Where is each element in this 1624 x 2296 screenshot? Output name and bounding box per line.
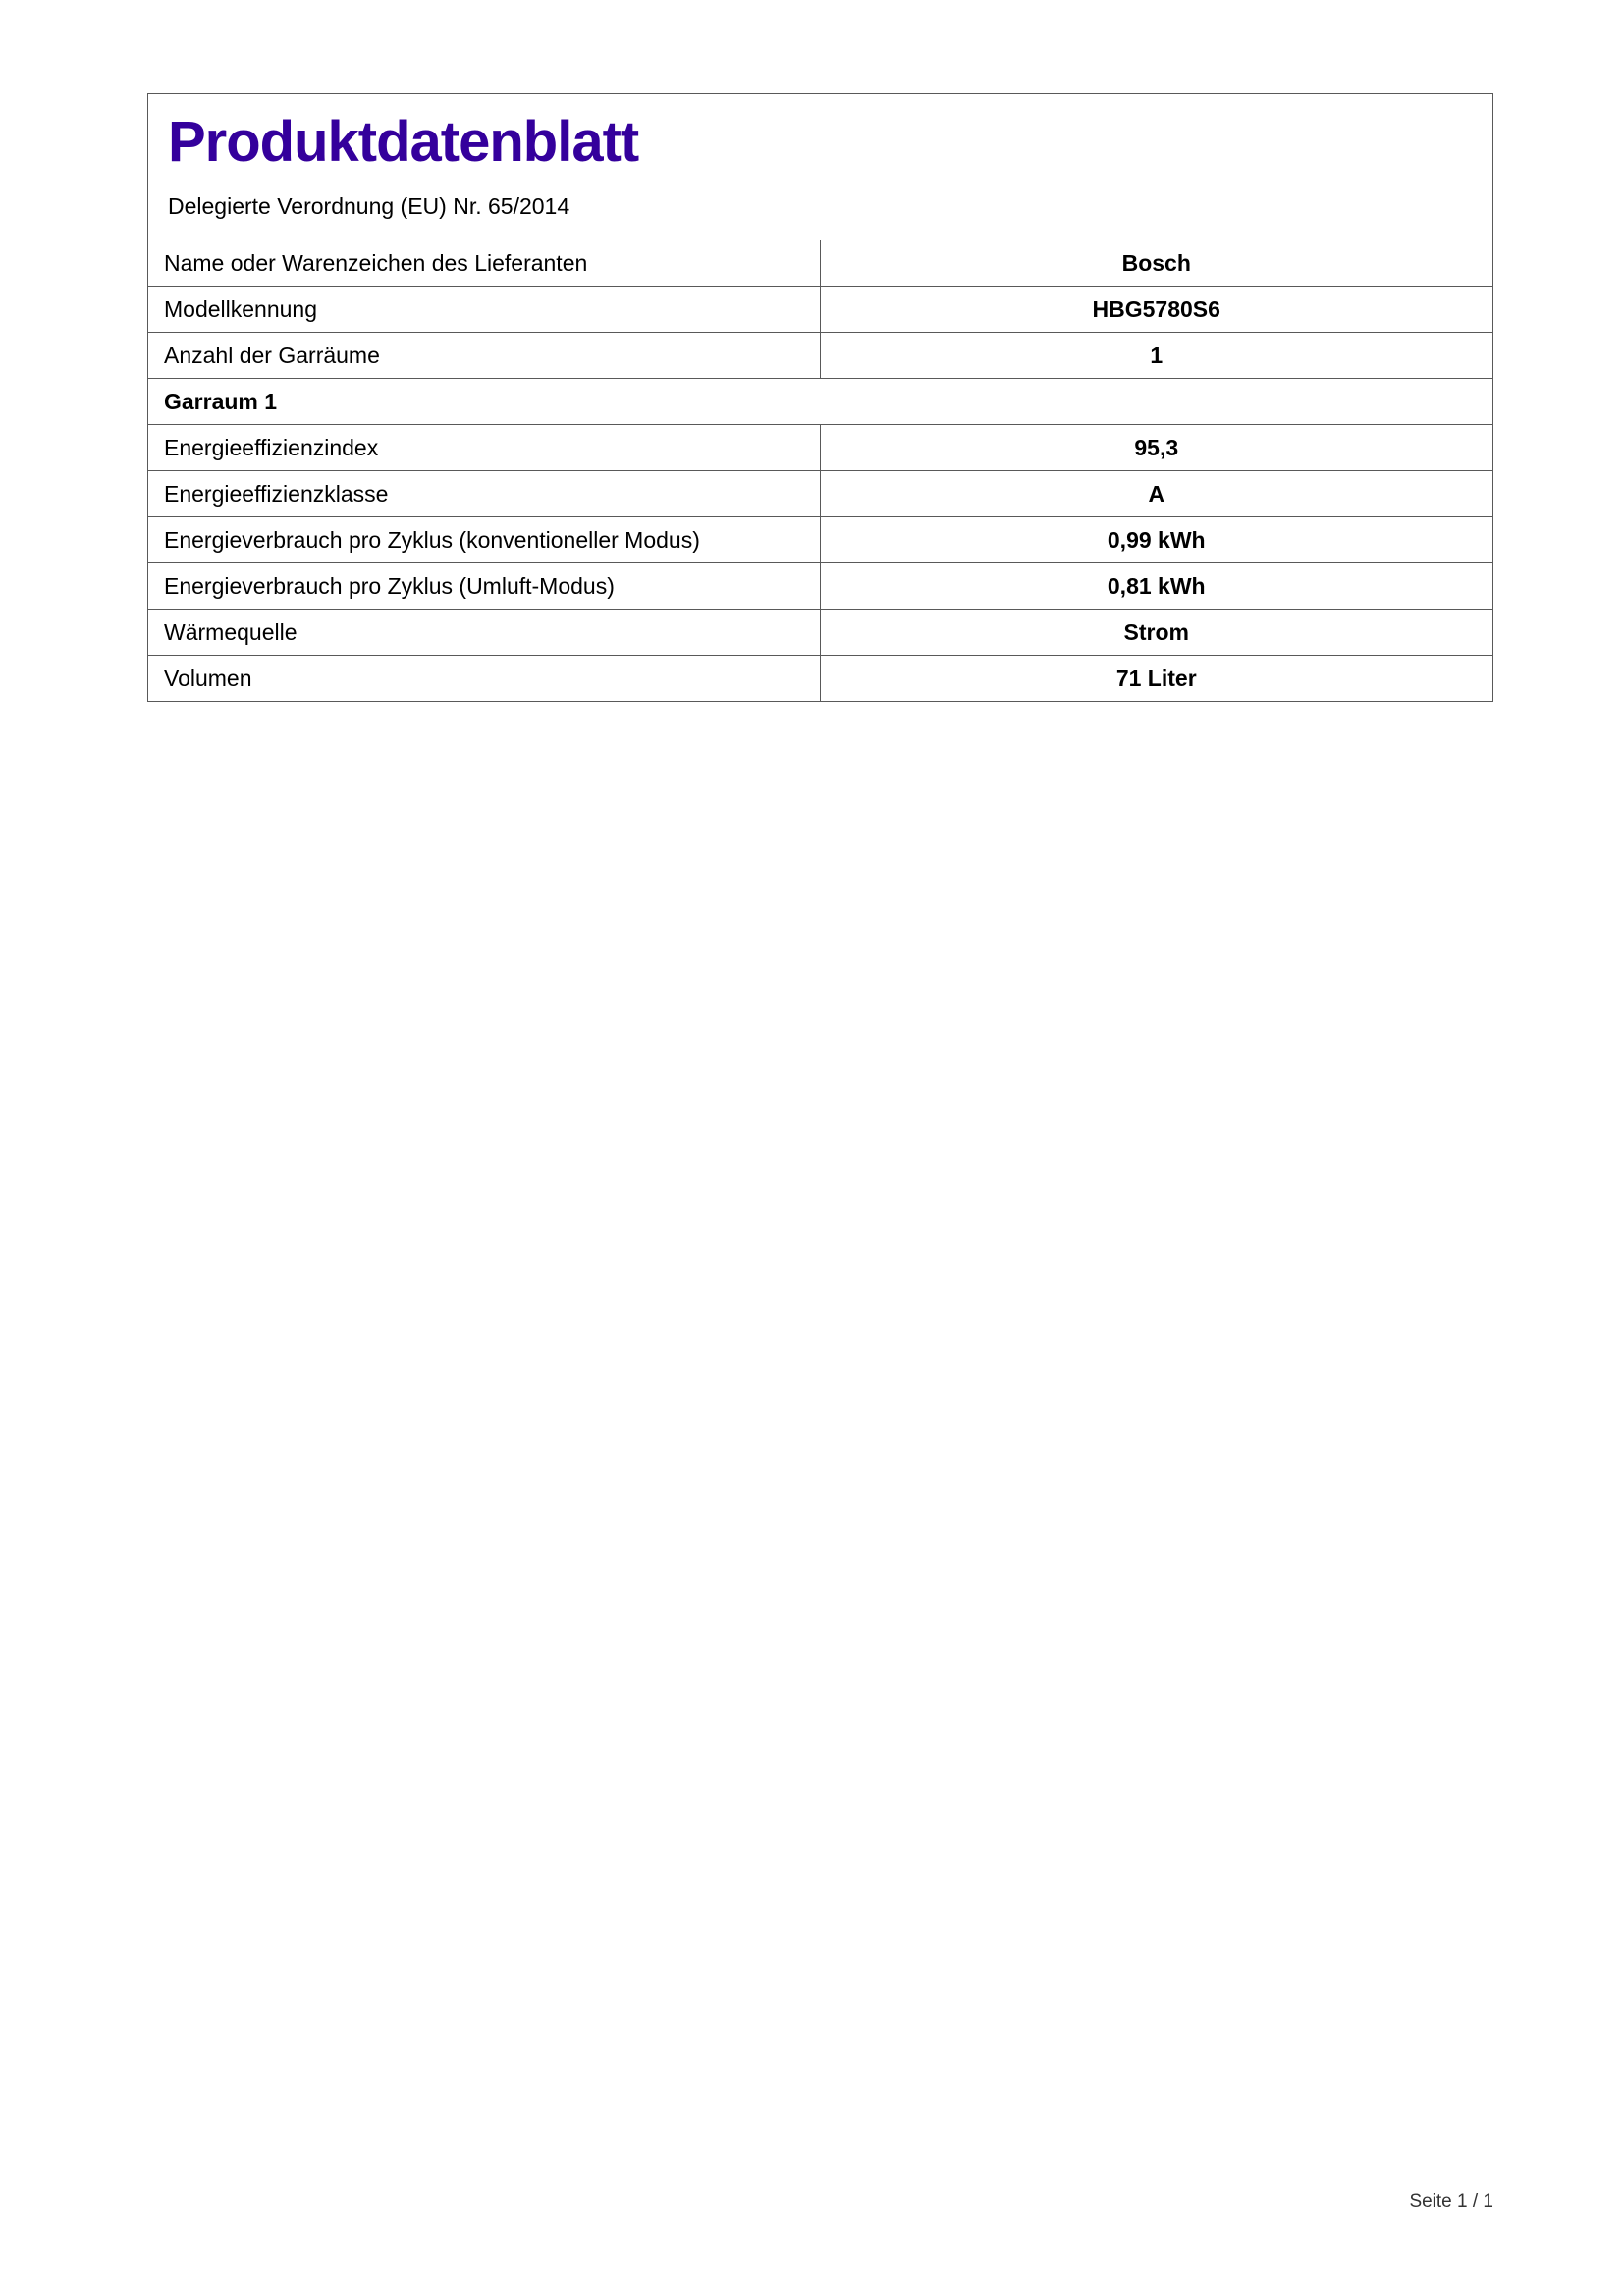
row-label: Energieverbrauch pro Zyklus (Umluft-Modus) [148, 563, 821, 609]
row-label: Wärmequelle [148, 610, 821, 655]
row-value: Strom [1123, 618, 1189, 645]
row-value: 0,81 kWh [1107, 572, 1206, 599]
page-number: Seite 1 / 1 [1409, 2191, 1493, 2212]
page-subtitle: Delegierte Verordnung (EU) Nr. 65/2014 [168, 193, 570, 219]
row-label: Volumen [148, 656, 821, 701]
row-label: Name oder Warenzeichen des Lieferanten [148, 240, 821, 286]
table-row [148, 240, 1492, 286]
row-label: Energieverbrauch pro Zyklus (konventioneller Modus) [148, 517, 821, 562]
table-row [148, 470, 1492, 516]
product-datasheet [147, 93, 1493, 702]
row-label: Energieeffizienzklasse [148, 471, 821, 516]
table-row [148, 562, 1492, 609]
table-section-row [148, 378, 1492, 424]
table-row [148, 609, 1492, 655]
table-row [148, 655, 1492, 701]
datasheet-header [148, 94, 1492, 240]
table-row [148, 424, 1492, 470]
row-value: 1 [1150, 342, 1164, 368]
row-label: Modellkennung [148, 287, 821, 332]
table-row [148, 516, 1492, 562]
table-row [148, 286, 1492, 332]
row-label: Anzahl der Garräume [148, 333, 821, 378]
row-value: Bosch [1121, 249, 1191, 276]
table-row [148, 332, 1492, 378]
row-value: 0,99 kWh [1107, 526, 1206, 553]
row-value: 71 Liter [1115, 665, 1197, 691]
row-value: HBG5780S6 [1092, 295, 1220, 322]
row-value: A [1148, 480, 1165, 507]
page-title: Produktdatenblatt [168, 110, 639, 174]
row-label: Energieeffizienzindex [148, 425, 821, 470]
row-value: 95,3 [1134, 434, 1179, 460]
section-label: Garraum 1 [164, 388, 278, 414]
